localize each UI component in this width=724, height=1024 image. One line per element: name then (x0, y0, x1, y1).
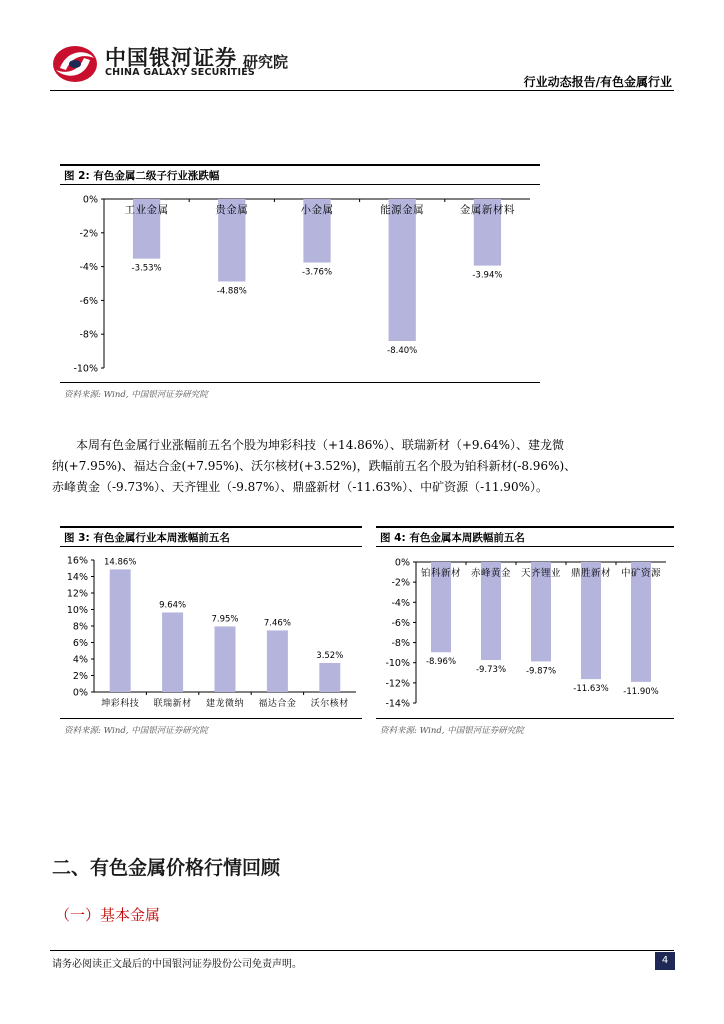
category-label: 中矿资源 (620, 568, 662, 579)
y-tick-label: -8% (391, 638, 410, 650)
data-label: -8.96% (425, 657, 457, 668)
y-tick-label: 12% (66, 588, 88, 600)
section-heading: 二、有色金属价格行情回顾 (52, 857, 281, 879)
fig2-title-rule (60, 184, 540, 185)
y-tick-label: 0% (394, 557, 410, 569)
data-label: -11.90% (623, 686, 659, 697)
y-tick-label: 2% (72, 671, 88, 682)
fig3-top-rule (60, 526, 362, 528)
data-label: 14.86% (103, 557, 137, 568)
bar (162, 612, 183, 692)
logo-name-en: CHINA GALAXY SECURITIES (105, 67, 255, 78)
fig4-source: 资料来源: Wind, 中国银河证券研究院 (380, 726, 524, 736)
category-label: 金属新材料 (459, 204, 515, 216)
category-label: 贵金属 (215, 204, 249, 216)
bar (581, 562, 601, 679)
paragraph-line: 纳(+7.95%)、福达合金(+7.95%)、沃尔核材(+3.52%)，跌幅前五名个股为铂科新材(-8.96%)、 (52, 459, 577, 473)
category-label: 能源金属 (380, 204, 425, 216)
footer-divider (50, 950, 674, 951)
paragraph-line: 赤峰黄金（-9.73%）、天齐锂业（-9.87%）、鼎盛新材（-11.63%）、中矿资源（-11.90%）。 (52, 480, 548, 494)
category-label: 联瑞新材 (153, 699, 192, 709)
y-tick-label: -2% (79, 228, 98, 240)
category-label: 天齐锂业 (520, 568, 562, 579)
y-tick-label: -4% (391, 597, 410, 609)
category-label: 沃尔核材 (310, 699, 349, 709)
subsection-heading: （一）基本金属 (55, 906, 161, 924)
fig3-title: 图 3: 有色金属行业本周涨幅前五名 (64, 532, 230, 544)
institute-name: 研究院 (243, 53, 289, 71)
report-title: 行业动态报告/有色金属行业 (523, 75, 672, 89)
fig4-title: 图 4: 有色金属本周跌幅前五名 (380, 532, 525, 544)
y-tick-label: 16% (66, 555, 88, 567)
fig3-title-rule (60, 546, 362, 547)
y-tick-label: -2% (391, 577, 410, 589)
data-label: 7.95% (211, 614, 239, 625)
category-label: 工业金属 (124, 204, 169, 216)
y-tick-label: 14% (66, 572, 88, 583)
fig2-top-rule (60, 164, 540, 166)
y-tick-label: -8% (79, 329, 98, 341)
y-tick-label: -14% (385, 698, 410, 710)
data-label: -4.88% (216, 286, 247, 297)
summary-paragraph (52, 435, 672, 498)
data-label: -3.53% (131, 263, 162, 274)
data-label: 3.52% (316, 650, 344, 661)
category-label: 建龙微纳 (205, 699, 245, 709)
y-tick-label: 8% (72, 621, 88, 633)
y-tick-label: 0% (72, 687, 88, 699)
y-tick-label: -12% (385, 678, 410, 690)
fig3-chart (60, 550, 362, 716)
fig2-source: 资料来源: Wind, 中国银河证券研究院 (64, 390, 208, 400)
category-label: 福达合金 (258, 699, 297, 709)
data-label: -11.63% (573, 684, 609, 695)
fig3-bottom-rule (60, 718, 362, 719)
data-label: -9.87% (525, 666, 557, 677)
fig4-top-rule (376, 526, 674, 528)
y-tick-label: 0% (82, 194, 98, 206)
y-tick-label: -6% (79, 295, 98, 307)
fig2-chart (60, 188, 540, 378)
category-label: 铂科新材 (420, 568, 462, 579)
fig4-chart (376, 550, 674, 716)
data-label: -3.76% (301, 267, 333, 278)
data-label: -3.94% (472, 270, 503, 281)
bar (319, 663, 340, 692)
category-label: 鼎胜新材 (570, 568, 612, 579)
footer-disclaimer: 请务必阅读正文最后的中国银河证券股份公司免责声明。 (52, 959, 302, 970)
bar (631, 562, 651, 682)
fig4-bottom-rule (376, 718, 674, 719)
category-label: 小金属 (300, 204, 334, 216)
data-label: -9.73% (475, 664, 507, 675)
category-label: 赤峰黄金 (470, 568, 512, 579)
y-tick-label: -4% (79, 262, 98, 274)
fig3-source: 资料来源: Wind, 中国银河证券研究院 (64, 726, 208, 736)
fig2-bottom-rule (60, 382, 540, 383)
bar (110, 569, 131, 692)
y-tick-label: -6% (391, 617, 410, 629)
page-number: 4 (655, 952, 675, 970)
y-tick-label: -10% (385, 658, 410, 670)
y-tick-label: 10% (66, 605, 88, 616)
category-label: 坤彩科技 (101, 699, 140, 709)
y-tick-label: -10% (73, 363, 98, 375)
paragraph-line: 本周有色金属行业涨幅前五名个股为坤彩科技（+14.86%）、联瑞新材（+9.64%）、建龙微 (76, 438, 564, 452)
data-label: 9.64% (159, 600, 187, 611)
header-divider (50, 90, 674, 91)
data-label: -8.40% (387, 345, 418, 356)
bar (389, 199, 416, 341)
y-tick-label: 6% (72, 638, 88, 649)
bar (215, 626, 236, 692)
logo-name-cn: 中国银河证券 (105, 45, 237, 70)
data-label: 7.46% (263, 618, 291, 629)
galaxy-logo-icon (50, 40, 100, 86)
bar (267, 630, 288, 692)
y-tick-label: 4% (72, 654, 88, 666)
fig2-title: 图 2: 有色金属二级子行业涨跌幅 (64, 170, 220, 182)
fig4-title-rule (376, 546, 674, 547)
